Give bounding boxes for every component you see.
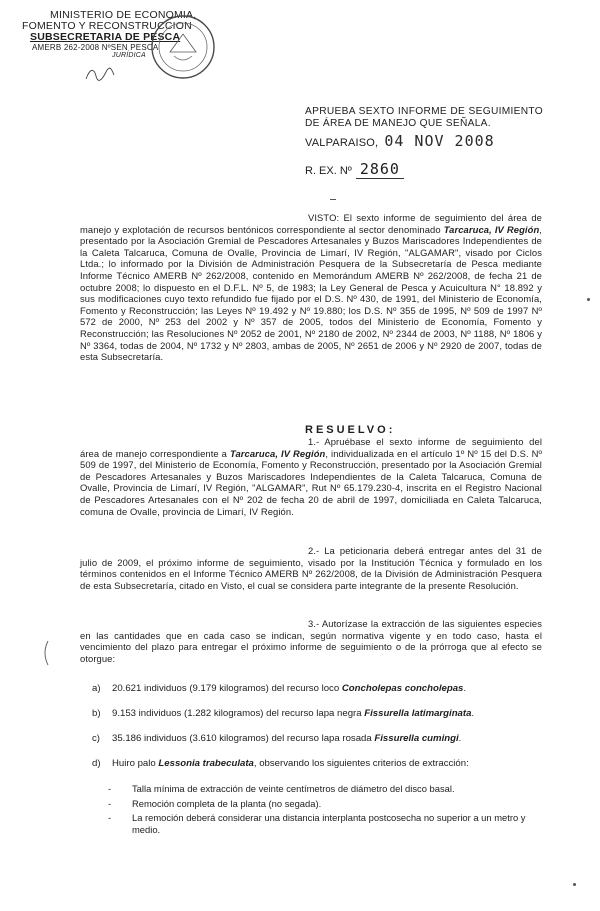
scan-speck bbox=[330, 199, 336, 200]
item-text: 9.153 individuos (1.282 kilogramos) del recurso lapa negra bbox=[112, 708, 365, 719]
item-label: d) bbox=[92, 758, 101, 769]
resolution-number-value: 2860 bbox=[356, 160, 404, 179]
resolution-summary: APRUEBA SEXTO INFORME DE SEGUIMIENTO DE ÁREA DE MANEJO QUE SEÑALA. bbox=[305, 106, 543, 129]
bullet-text: Talla mínima de extracción de veinte centímetros de diámetro del disco basal. bbox=[132, 783, 455, 794]
official-seal-icon bbox=[148, 12, 218, 82]
place-date bbox=[305, 132, 495, 150]
visto-paragraph bbox=[80, 212, 542, 363]
item-species: Concholepas concholepas bbox=[341, 683, 464, 694]
item-label: a) bbox=[92, 683, 101, 694]
point-1-paragraph bbox=[80, 436, 542, 517]
bullet-dash: - bbox=[108, 812, 112, 823]
item-end: . bbox=[458, 733, 462, 744]
initials-signature-icon bbox=[84, 66, 116, 82]
header-stamp-text: JURÍDICA bbox=[112, 52, 146, 59]
point-3-paragraph: 3.- Autorízase la extracción de las siguientes especies en las cantidades que en cada caso se indican, según normativa vigente y en todo caso, hasta el vencimiento del plazo para entregar el próximo informe de seguimiento o de la prórroga que al efecto se otorgue: bbox=[80, 618, 542, 664]
point-2-paragraph: 2.- La peticionaria deberá entregar antes del 31 de julio de 2009, el próximo informe de seguimiento, visado por la Institución Técnica y formulado en los términos contenidos en el Informe Técnico AMERB Nº 262/2008, de la División de Administración Pesquera de esta Subsecretaría, citado en Visto, el cual se considera parte integrante de la presente Resolución. bbox=[80, 545, 542, 591]
criteria-bullet bbox=[108, 783, 544, 795]
header-reference: AMERB 262-2008 NºSEN PESCA bbox=[32, 43, 159, 52]
species-item-c bbox=[92, 733, 461, 745]
bullet-dash: - bbox=[108, 798, 112, 809]
species-item-b bbox=[92, 708, 474, 720]
city-label: VALPARAISO, bbox=[305, 137, 379, 149]
bullet-dash: - bbox=[108, 783, 112, 794]
resolution-label: R. EX. Nº bbox=[305, 165, 352, 177]
species-item-a bbox=[92, 683, 466, 695]
point-1-sector: Tarcaruca, IV Región bbox=[229, 447, 326, 459]
date-stamp: 04 NOV 2008 bbox=[384, 132, 495, 150]
scan-speck bbox=[573, 883, 576, 886]
item-end: , observando los siguientes criterios de extracción: bbox=[253, 758, 469, 769]
criteria-bullet bbox=[108, 798, 544, 810]
point-1-text-start: 1.- Apruébase el sexto informe de seguimiento del área de manejo correspondiente a bbox=[80, 436, 542, 459]
margin-bracket-icon bbox=[40, 640, 52, 666]
criteria-bullet bbox=[108, 812, 544, 835]
item-text: Huiro palo bbox=[112, 758, 159, 769]
scan-speck bbox=[587, 298, 590, 301]
item-end: . bbox=[471, 708, 475, 719]
resolution-number bbox=[305, 160, 404, 179]
item-text: 20.621 individuos (9.179 kilogramos) del recurso loco bbox=[112, 683, 342, 694]
item-species: Lessonia trabeculata bbox=[158, 758, 254, 769]
visto-sector: Tarcaruca, IV Región bbox=[443, 223, 540, 235]
species-item-d bbox=[92, 758, 469, 770]
visto-text-start: VISTO: El sexto informe de seguimiento del área de manejo y explotación de recursos bentónicos correspondiente al sector denominado bbox=[80, 212, 542, 235]
header-line-ministry: MINISTERIO DE ECONOMIA, bbox=[50, 9, 197, 21]
bullet-text: Remoción completa de la planta (no segada). bbox=[132, 798, 322, 809]
item-label: c) bbox=[92, 733, 100, 744]
item-label: b) bbox=[92, 708, 101, 719]
point-1-text-rest: , individualizada en el artículo 1º Nº 15 del D.S. Nº 509 de 1997, del Ministerio de Economía, Fomento y Reconstrucción, presentado por la Asociación Gremial de Pescadores Artesanales y Buzos Mariscadores Independientes de la Caleta Talcaruca, Comuna de Ovalle, Provincia de Limarí, IV Región, "ALGAMAR", Rut Nº 65.179.230-4, inscrita en el Registro Nacional de Pescadores Artesanales con el Nº 202 de fecha 20 de abril de 1997, domiciliada en Caleta Talcaruca, comuna de Ovalle, provincia de Limarí, IV Región. bbox=[80, 447, 542, 517]
bullet-text: La remoción deberá considerar una distancia interplanta postcosecha no superior a un metro y medio. bbox=[132, 812, 526, 835]
item-end: . bbox=[463, 683, 467, 694]
visto-text-rest: , presentado por la Asociación Gremial de Pescadores Artesanales y Buzos Mariscadores Independientes de la Caleta Talcaruca, Comuna de Ovalle, Provincia de Limarí, IV Región, "ALGAMAR", visado por Ciclos Ltda.; lo informado por la División de Administración Pesquera de la Subsecretaría de Pesca mediante Informe Técnico AMERB Nº 262/2008, contenido en Memorándum AMERB Nº 262/2008, de fecha 21 de octubre 2008; lo dispuesto en el D.F.L. Nº 5, de 1983; la Ley General de Pesca y Acuicultura N° 18.892 y sus modificaciones cuyo texto refundido fue fijado por el D.S. Nº 430, de 1991, del Ministerio de Economía, Fomento y Reconstrucción; las Leyes Nº 19.492 y Nº 19.880; los D.S. Nº 355 de 1995, Nº 509 de 1997 Nº 572 de 2000, Nº 253 del 2002 y Nº 357 de 2005, todos del Ministerio de Economía, Fomento y Reconstrucción; las Resoluciones Nº 2052 de 2001, Nº 2180 de 2002, Nº 2344 de 2003, Nº 1188, Nº 1806 y Nº 3364, todas de 2004, Nº 1732 y Nº 2803, ambas de 2005, Nº 2651 de 2006 y Nº 2920 de 2007, todas de esta Subsecretaría. bbox=[80, 223, 542, 363]
item-text: 35.186 individuos (3.610 kilogramos) del recurso lapa rosada bbox=[112, 733, 375, 744]
item-species: Fissurella cumingi bbox=[374, 733, 459, 744]
header-line-subsecretaria: SUBSECRETARIA DE PESCA bbox=[30, 31, 181, 43]
header-line-fomento: FOMENTO Y RECONSTRUCCION bbox=[22, 20, 192, 32]
item-species: Fissurella latimarginata bbox=[364, 708, 472, 719]
resuelvo-heading: RESUELVO: bbox=[305, 424, 396, 436]
